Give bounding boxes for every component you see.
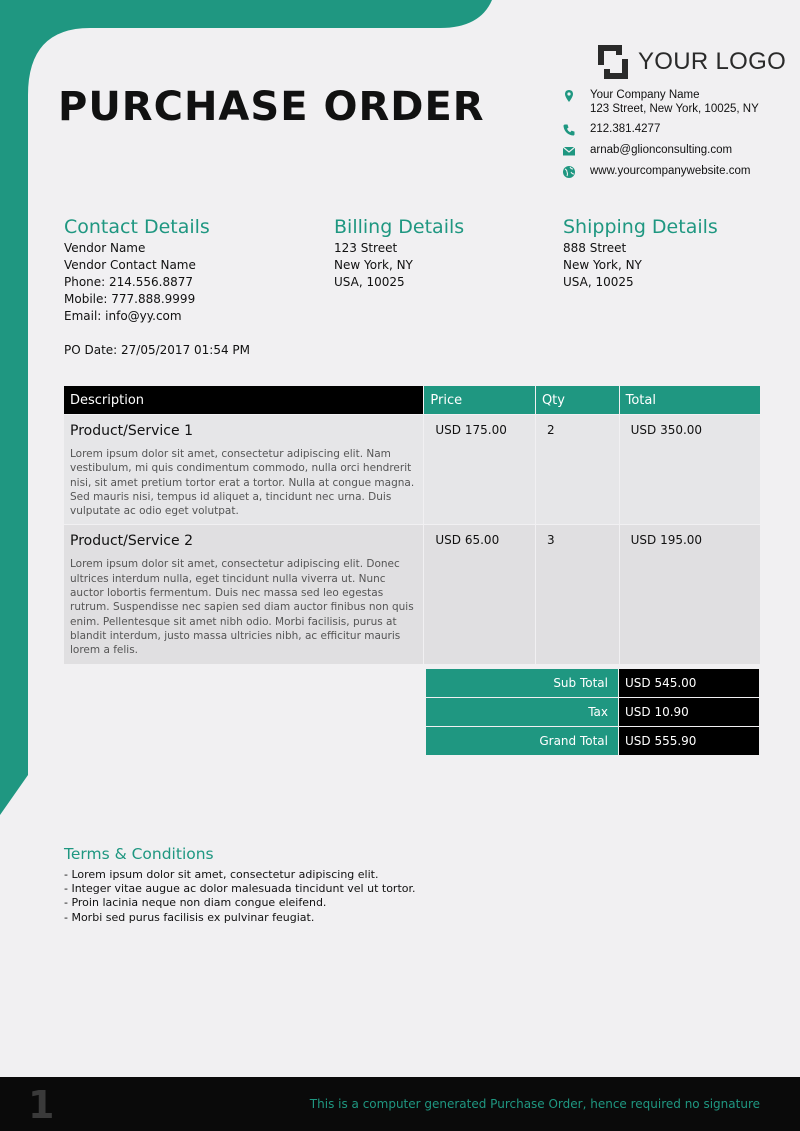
item-name: Product/Service 1 [70,423,193,439]
billing-line: New York, NY [334,258,413,272]
billing-line: 123 Street [334,241,398,255]
item-total: USD 195.00 [620,525,760,663]
shipping-line: USA, 10025 [563,275,634,289]
logo-text: YOUR LOGO [638,48,787,75]
company-phone: 212.381.4277 [590,123,661,135]
company-website-row [562,164,798,179]
page-number: 1 [28,1083,55,1127]
item-total: USD 350.00 [620,415,760,524]
contact-line: Email: info@yy.com [64,309,182,323]
terms-item: - Integer vitae augue ac dolor malesuada tincidunt vel ut tortor. [64,882,416,896]
item-price: USD 65.00 [424,525,535,663]
envelope-icon [562,144,576,158]
shipping-line: New York, NY [563,258,642,272]
item-price: USD 175.00 [424,415,535,524]
item-description: Lorem ipsum dolor sit amet, consectetur adipiscing elit. Nam vestibulum, mi quis condimentum commodo, nulla orci hendrerit nisi, sit amet pretium tortor erat a tortor. Nulla at congue magna. Sed mauris nisi, tempus id aliquet a, tincidunt nec urna. Duis vulputate ac odio eget volutpat. [70,448,415,518]
item-qty: 3 [536,525,619,663]
shipping-details-heading: Shipping Details [563,216,718,238]
column-header-total: Total [620,386,760,414]
contact-line: Mobile: 777.888.9999 [64,292,196,306]
billing-line: USA, 10025 [334,275,405,289]
page-footer [0,1077,800,1131]
company-address-row [562,88,798,116]
terms-item: - Lorem ipsum dolor sit amet, consectetur adipiscing elit. [64,868,379,881]
tax-label: Tax [426,698,618,726]
location-pin-icon [562,89,576,103]
billing-details-heading: Billing Details [334,216,465,238]
po-date: PO Date: 27/05/2017 01:54 PM [64,343,250,357]
terms-item: - Morbi sed purus facilisis ex pulvinar feugiat. [64,910,315,924]
shipping-line: 888 Street [563,241,627,255]
contact-line: Phone: 214.556.8877 [64,275,194,289]
company-email[interactable]: arnab@glionconsulting.com [590,144,733,156]
company-email-row [562,143,798,158]
contact-line: Vendor Contact Name [64,258,196,272]
company-phone-row [562,122,798,137]
grand-total-label: Grand Total [426,727,618,755]
company-website[interactable]: www.yourcompanywebsite.com [590,165,751,177]
tax-value: USD 10.90 [619,698,759,726]
terms-heading: Terms & Conditions [64,845,214,863]
tax-row [426,698,759,726]
company-address: 123 Street, New York, 10025, NY [590,103,759,115]
company-logo [596,42,786,82]
table-header-row [64,386,760,414]
phone-icon [562,123,576,137]
company-info [562,88,798,185]
contact-line: Vendor Name [64,241,146,255]
terms-list [64,868,416,925]
items-table [64,386,760,664]
item-name: Product/Service 2 [70,533,193,550]
billing-details [334,240,413,291]
column-header-price: Price [424,386,535,414]
item-qty: 2 [536,415,619,524]
column-header-description: Description [64,386,423,414]
item-description-cell [64,525,423,663]
subtotal-row [426,669,759,697]
table-row [64,525,760,663]
item-description: Lorem ipsum dolor sit amet, consectetur adipiscing elit. Donec ultrices interdum nulla, eget tincidunt nulla viverra ut. Nunc auctor lobortis fermentum. Duis nec massa sed leo egestas rutrum. Suspendisse nec sapien sed diam auctor finibus non quis enim. Pellentesque sit amet nibh odio. Morbi facilisis, purus at blandit interdum, justo massa ultricies nibh, ac efficitur mauris lorem a felis. [70,558,414,657]
item-description-cell [64,415,423,524]
subtotal-label: Sub Total [426,669,618,697]
globe-icon [562,165,576,179]
shipping-details [563,240,642,291]
terms-item: - Proin lacinia neque non diam congue eleifend. [64,896,327,910]
contact-details-heading: Contact Details [64,216,210,238]
subtotal-value: USD 545.00 [619,669,759,697]
square-bracket-logo-icon [596,43,630,81]
grand-total-value: USD 555.90 [619,727,759,755]
table-row [64,415,760,524]
contact-details [64,240,196,325]
footer-note: This is a computer generated Purchase Order, hence required no signature [309,1097,760,1111]
column-header-qty: Qty [536,386,619,414]
page-title: PURCHASE ORDER [58,84,485,130]
grand-total-row [426,727,759,755]
company-name: Your Company Name [590,89,700,101]
totals-block [426,669,759,756]
